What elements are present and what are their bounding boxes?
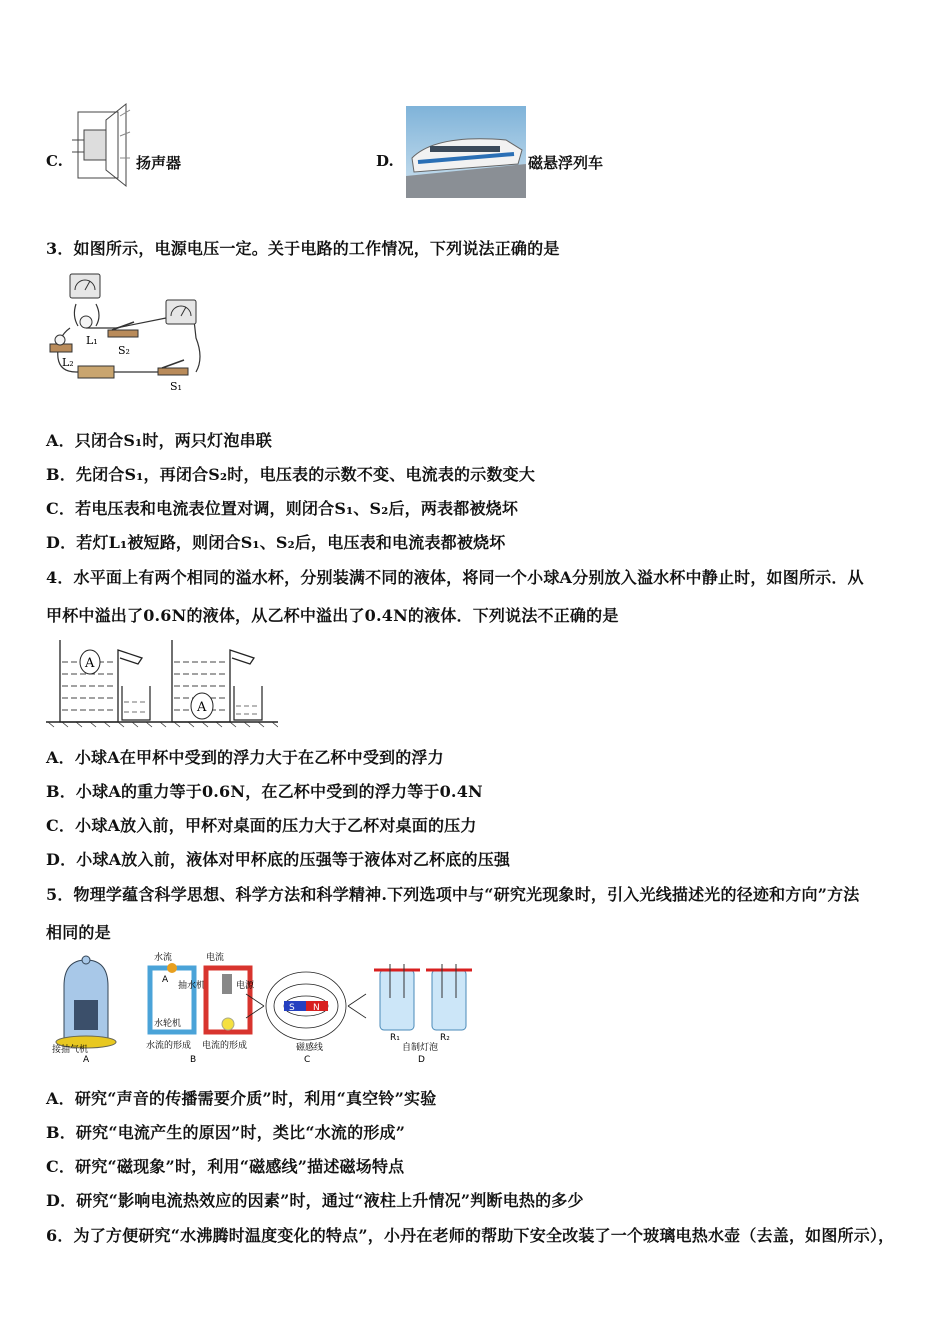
q3-label-s2: S₂ bbox=[118, 344, 130, 357]
q4-overflow-cups-figure bbox=[46, 636, 278, 728]
q3-label-l1: L₁ bbox=[86, 334, 98, 347]
q4-stem-line1: 4．水平面上有两个相同的溢水杯，分别装满不同的液体，将同一个小球A分别放入溢水杯中静止时，如图所示．从 bbox=[46, 568, 864, 587]
q3-label-s1: S₁ bbox=[170, 380, 182, 393]
q5-b-letter: B bbox=[190, 1055, 197, 1065]
q5-b-caption2: 电流的形成 bbox=[202, 1041, 248, 1051]
q5-a-letter: A bbox=[83, 1055, 90, 1065]
option-d-label: D. bbox=[376, 152, 394, 170]
q3-label-l2: L₂ bbox=[62, 356, 74, 369]
q5-stem-line1: 5．物理学蕴含科学思想、科学方法和科学精神.下列选项中与“研究光现象时，引入光线描述光的径迹和方向”方法 bbox=[46, 885, 860, 904]
option-c-text: 扬声器 bbox=[136, 154, 182, 172]
q5-figures bbox=[46, 950, 486, 1066]
option-d-text: 磁悬浮列车 bbox=[528, 154, 604, 172]
q5-stem-line2: 相同的是 bbox=[46, 923, 111, 942]
q4-ball-label-jia: A bbox=[85, 656, 95, 671]
q4-option-a: A．小球A在甲杯中受到的浮力大于在乙杯中受到的浮力 bbox=[46, 748, 444, 767]
q5-b-pump-label: 抽水机 bbox=[178, 981, 206, 991]
maglev-train-photo bbox=[406, 106, 526, 198]
q3-stem: 3．如图所示，电源电压一定。关于电路的工作情况，下列说法正确的是 bbox=[46, 239, 560, 258]
q3-option-b: B．先闭合S₁，再闭合S₂时，电压表的示数不变、电流表的示数变大 bbox=[46, 465, 536, 484]
q3-option-c: C．若电压表和电流表位置对调，则闭合S₁、S₂后，两表都被烧坏 bbox=[46, 499, 519, 518]
q4-option-d: D．小球A放入前，液体对甲杯底的压强等于液体对乙杯底的压强 bbox=[46, 850, 511, 869]
q5-d-r1-label: R₁ bbox=[390, 1033, 400, 1043]
q5-b-source-label: 电源 bbox=[236, 981, 255, 991]
q5-c-n-label: N bbox=[313, 1003, 320, 1013]
q5-b-current-label: 电流 bbox=[206, 953, 225, 963]
q3-option-a: A．只闭合S₁时，两只灯泡串联 bbox=[46, 431, 272, 450]
q5-option-c: C．研究“磁现象”时，利用“磁感线”描述磁场特点 bbox=[46, 1157, 405, 1176]
q4-option-b: B．小球A的重力等于0.6N，在乙杯中受到的浮力等于0.4N bbox=[46, 782, 483, 801]
speaker-diagram bbox=[68, 100, 134, 190]
q5-option-d: D．研究“影响电流热效应的因素”时，通过“液柱上升情况”判断电热的多少 bbox=[46, 1191, 584, 1210]
q5-c-letter: C bbox=[304, 1055, 311, 1065]
q3-option-d: D．若灯L₁被短路，则闭合S₁、S₂后，电压表和电流表都被烧坏 bbox=[46, 533, 506, 552]
q5-a-caption: 接抽气机 bbox=[52, 1045, 89, 1055]
q5-d-caption: 自制灯泡 bbox=[402, 1043, 439, 1053]
q5-d-r2-label: R₂ bbox=[440, 1033, 450, 1043]
q5-option-b: B．研究“电流产生的原因”时，类比“水流的形成” bbox=[46, 1123, 406, 1142]
q5-c-caption: 磁感线 bbox=[296, 1043, 324, 1053]
q4-option-c: C．小球A放入前，甲杯对桌面的压力大于乙杯对桌面的压力 bbox=[46, 816, 477, 835]
q5-c-s-label: S bbox=[289, 1003, 295, 1013]
q5-b-mark-a: A bbox=[162, 975, 169, 985]
q5-b-water-label: 水流 bbox=[154, 953, 173, 963]
q5-b-caption1: 水流的形成 bbox=[146, 1041, 192, 1051]
q3-circuit-figure bbox=[46, 268, 206, 394]
q4-ball-label-yi: A bbox=[197, 700, 207, 715]
q5-option-a: A．研究“声音的传播需要介质”时，利用“真空铃”实验 bbox=[46, 1089, 437, 1108]
q5-d-letter: D bbox=[418, 1055, 425, 1065]
q6-stem: 6．为了方便研究“水沸腾时温度变化的特点”，小丹在老师的帮助下安全改装了一个玻璃电热水壶（去盖，如图所示）， bbox=[46, 1226, 895, 1245]
q5-b-turbine-label: 水轮机 bbox=[154, 1019, 182, 1029]
q4-stem-line2: 甲杯中溢出了0.6N的液体，从乙杯中溢出了0.4N的液体．下列说法不正确的是 bbox=[46, 606, 619, 625]
option-c-label: C. bbox=[46, 152, 63, 170]
